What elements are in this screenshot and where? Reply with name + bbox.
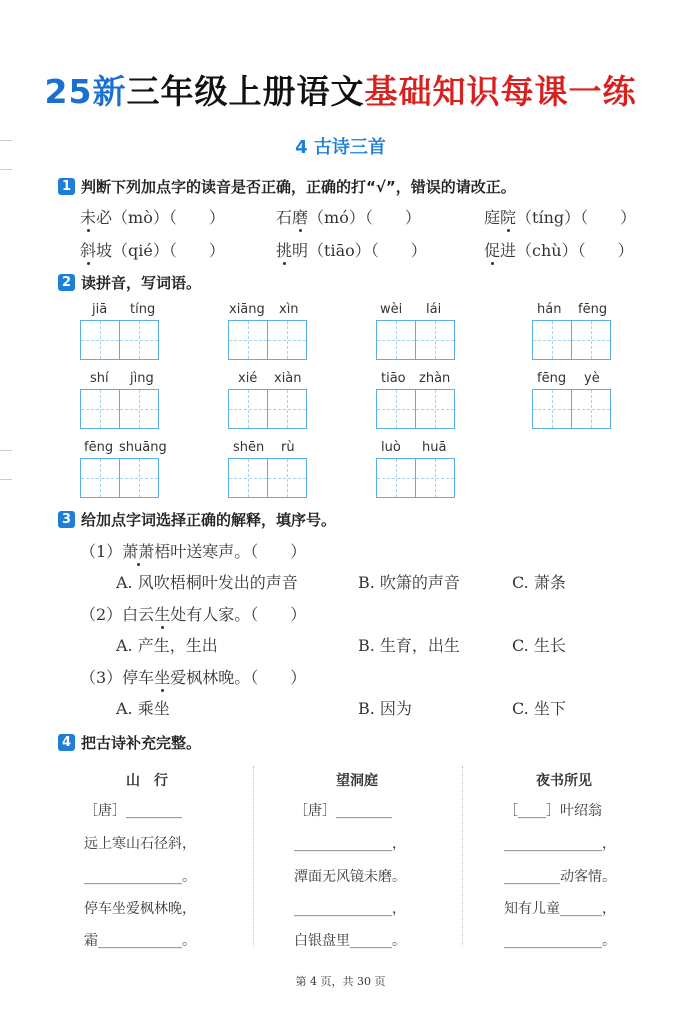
option-c: C. 萧条 [512,573,566,592]
writing-grid[interactable] [228,458,305,498]
pinyin: fēng [578,302,608,317]
pronunciation-item: 斜坡（qié）（ ） [80,241,225,260]
poem-title: 夜书所见 [536,773,592,789]
writing-grid[interactable] [80,320,157,360]
document-header [0,66,681,113]
pinyin: xiàn [274,371,302,386]
pronunciation-item: 未必（mò）（ ） [80,208,225,227]
pinyin: wèi [380,302,403,317]
pinyin: luò [381,440,401,455]
section-3-title: 给加点字词选择正确的解释，填序号。 [81,511,337,529]
section-2-title: 读拼音，写词语。 [81,274,202,292]
pinyin: rù [281,440,295,455]
pinyin: shēn [233,440,265,455]
option-a: A. 风吹梧桐叶发出的声音 [116,573,298,592]
poem-line: 远上寒山石径斜， [84,836,196,852]
poem-line: 知有儿童______， [504,901,616,917]
dotted-word: 萧萧 [122,542,155,561]
pinyin: tíng [130,302,156,317]
dotted-char: 磨 [292,208,309,227]
section-number-badge: 3 [58,511,75,528]
column-divider [462,766,463,946]
pinyin: xìn [279,302,299,317]
pinyin: zhàn [419,371,451,386]
poem-line: ______________。 [504,933,616,949]
pinyin: jìng [130,371,154,386]
poem-title: 山 行 [126,773,168,789]
pinyin: tiāo [381,371,406,386]
header-part1: 25新 [44,72,127,111]
writing-grid[interactable] [376,320,453,360]
dotted-word: 生 [154,605,171,624]
question-line: （1）萧萧梧叶送寒声。（ ） [80,542,307,561]
pinyin: yè [584,371,600,386]
writing-grid[interactable] [376,458,453,498]
writing-grid[interactable] [376,389,453,429]
writing-grid[interactable] [80,389,157,429]
page-edge-mark [0,450,12,480]
dotted-word: 坐 [154,668,171,687]
pinyin: lái [426,302,442,317]
section-number-badge: 4 [58,734,75,751]
poem-line: 潭面无风镜未磨。 [294,869,406,885]
pinyin: shí [90,371,109,386]
writing-grid[interactable] [228,389,305,429]
pinyin: jiā [92,302,108,317]
poem-line: ______________， [294,901,406,917]
option-b: B. 吹箫的声音 [358,573,460,592]
poem-line: ______________， [504,836,616,852]
section-3-heading [58,509,336,530]
dotted-char: 未 [80,208,97,227]
page-footer: 第 4 页，共 30 页 [295,975,386,988]
pronunciation-item: 挑明（tiāo）（ ） [276,241,427,260]
option-c: C. 坐下 [512,699,566,718]
poem-title: 望洞庭 [336,773,378,789]
option-a: A. 产生，生出 [116,636,218,655]
dotted-char: 院 [500,208,517,227]
pinyin: xiāng [229,302,265,317]
writing-grid[interactable] [532,389,609,429]
dotted-char: 挑 [276,241,293,260]
option-b: B. 生育，出生 [358,636,460,655]
question-line: （3）停车坐爱枫林晚。（ ） [80,668,307,687]
option-c: C. 生长 [512,636,566,655]
poem-line: ________动客情。 [504,869,616,885]
poem-line: ［唐］________ [84,803,182,819]
pinyin: huā [422,440,447,455]
pronunciation-item: 促进（chù）（ ） [484,241,634,260]
poem-line: 停车坐爱枫林晚， [84,901,196,917]
pinyin: hán [537,302,562,317]
question-line: （2）白云生处有人家。（ ） [80,605,307,624]
section-number-badge: 2 [58,274,75,291]
lesson-title: 4 古诗三首 [295,137,386,158]
option-b: B. 因为 [358,699,412,718]
column-divider [253,766,254,946]
pronunciation-item: 庭院（tíng）（ ） [484,208,637,227]
header-part3: 基础知识每课一练 [364,72,637,111]
header-part2: 三年级上册语文 [126,72,365,111]
pronunciation-item: 石磨（mó）（ ） [276,208,421,227]
poem-line: ［____］叶绍翁 [504,803,602,819]
writing-grid[interactable] [80,458,157,498]
section-4-title: 把古诗补充完整。 [81,734,202,752]
poem-line: ______________。 [84,869,196,885]
section-number-badge: 1 [58,178,75,195]
section-1-title: 判断下列加点字的读音是否正确，正确的打“√”，错误的请改正。 [81,178,516,196]
poem-line: 白银盘里______。 [294,933,406,949]
poem-line: 霜____________。 [84,933,196,949]
poem-line: ［唐］________ [294,803,392,819]
option-a: A. 乘坐 [116,699,170,718]
pinyin: xié [238,371,258,386]
pinyin: shuāng [119,440,167,455]
pinyin: fēng [84,440,114,455]
section-2-heading [58,272,201,293]
writing-grid[interactable] [532,320,609,360]
poem-line: ______________， [294,836,406,852]
pinyin: fēng [537,371,567,386]
dotted-char: 斜 [80,241,97,260]
section-1-heading [58,176,516,197]
writing-grid[interactable] [228,320,305,360]
section-4-heading [58,732,201,753]
dotted-char: 促 [484,241,501,260]
